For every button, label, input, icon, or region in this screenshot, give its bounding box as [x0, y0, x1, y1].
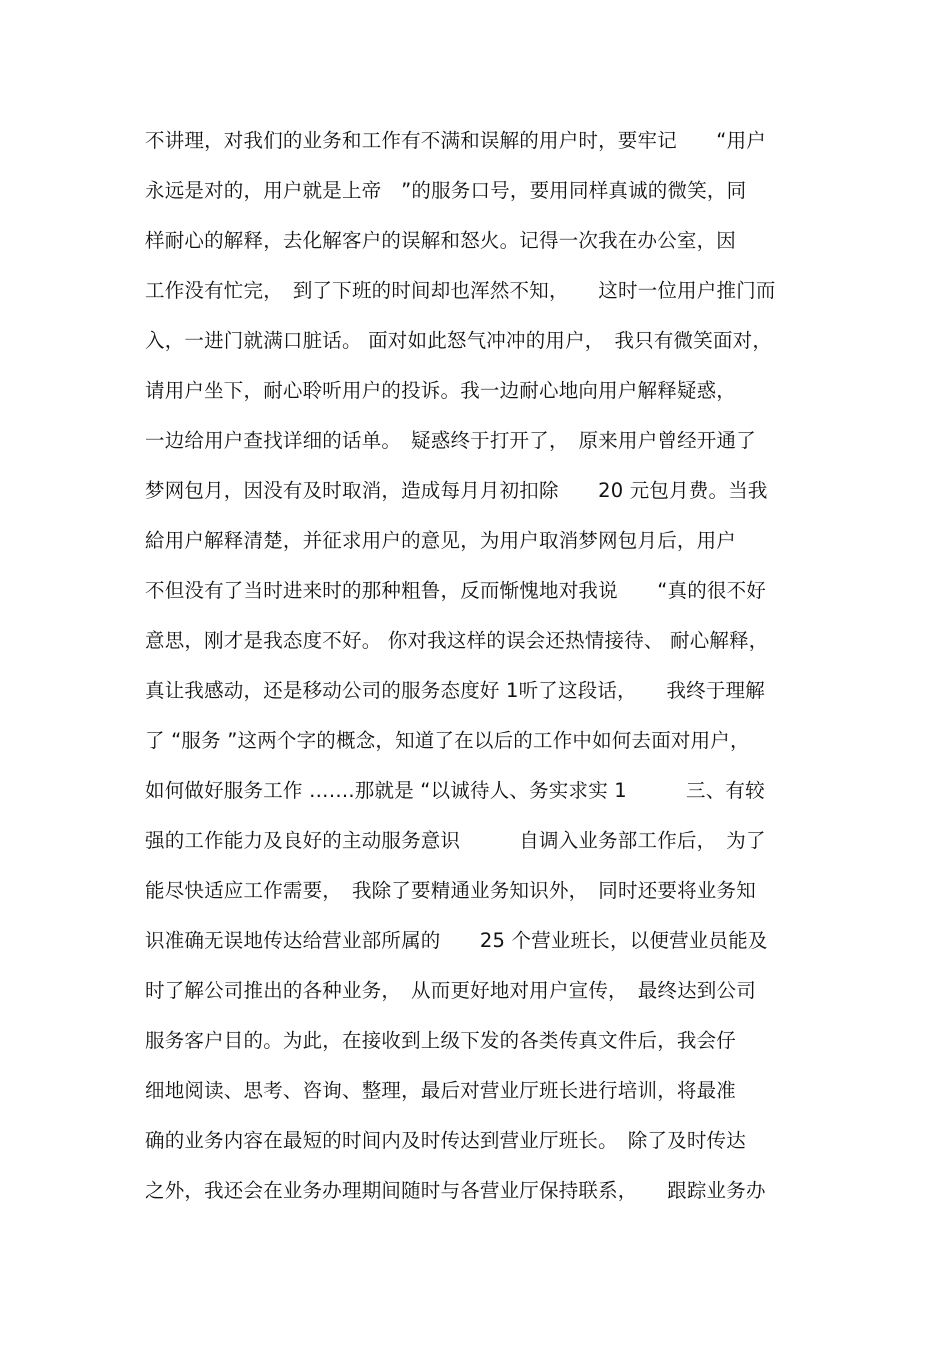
- text-line: 识准确无误地传达给营业部所属的 25 个营业班长，以便营业员能及: [145, 929, 768, 952]
- text-line: 不讲理，对我们的业务和工作有不满和误解的用户时，要牢记 “用户: [145, 129, 767, 152]
- text-line: 梦网包月，因没有及时取消，造成每月月初扣除 20 元包月费。当我: [145, 479, 768, 502]
- text-line: 请用户坐下，耐心聆听用户的投诉。我一边耐心地向用户解释疑惑，: [145, 379, 737, 402]
- body-text: [145, 120, 810, 1220]
- text-line: 能尽快适应工作需要， 我除了要精通业务知识外， 同时还要将业务知: [145, 879, 756, 902]
- text-line: 样耐心的解释，去化解客户的误解和怒火。记得一次我在办公室，因: [145, 229, 737, 252]
- text-line: 了 “服务 ”这两个字的概念，知道了在以后的工作中如何去面对用户，: [145, 729, 750, 752]
- text-line: 入，一进门就满口脏话。 面对如此怒气冲冲的用户， 我只有微笑面对，: [145, 329, 773, 352]
- text-line: 工作没有忙完， 到了下班的时间却也浑然不知， 这时一位用户推门而: [145, 279, 776, 302]
- text-line: 强的工作能力及良好的主动服务意识 自调入业务部工作后， 为了: [145, 829, 766, 852]
- text-line: 不但没有了当时进来时的那种粗鲁，反而惭愧地对我说 “真的很不好: [145, 579, 767, 602]
- text-line: 确的业务内容在最短的时间内及时传达到营业厅班长。 除了及时传达: [145, 1129, 746, 1152]
- text-line: 一边给用户查找详细的话单。 疑惑终于打开了， 原来用户曾经开通了: [145, 429, 756, 452]
- text-line: 如何做好服务工作 …….那就是 “以诚待人、务实求实 1 三、有较: [145, 779, 765, 802]
- text-line: 之外，我还会在业务办理期间随时与各营业厅保持联系， 跟踪业务办: [145, 1179, 766, 1202]
- text-line: 细地阅读、思考、咨询、整理，最后对营业厅班长进行培训，将最准: [145, 1079, 737, 1102]
- text-line: 真让我感动，还是移动公司的服务态度好 1听了这段话， 我终于理解: [145, 679, 765, 702]
- text-line: 时了解公司推出的各种业务， 从而更好地对用户宣传， 最终达到公司: [145, 979, 756, 1002]
- text-line: 服务客户目的。为此，在接收到上级下发的各类传真文件后，我会仔: [145, 1029, 737, 1052]
- text-line: 永远是对的，用户就是上帝 ”的服务口号，要用同样真诚的微笑，同: [145, 179, 747, 202]
- text-line: 意思，刚才是我态度不好。 你对我这样的误会还热情接待、 耐心解释，: [145, 629, 769, 652]
- text-line: 給用户解释清楚，并征求用户的意见，为用户取消梦网包月后，用户: [145, 529, 737, 552]
